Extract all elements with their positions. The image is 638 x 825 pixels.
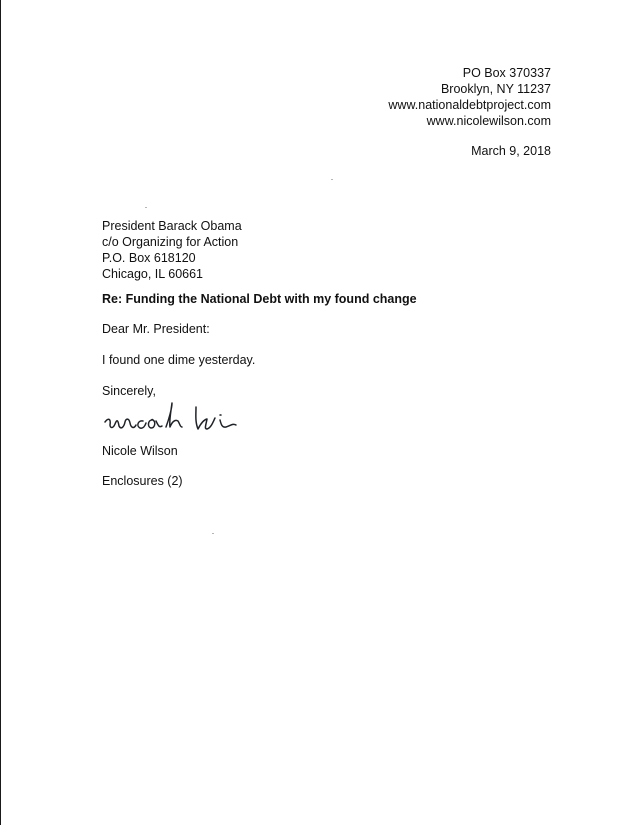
scan-speck xyxy=(331,179,333,180)
recipient-po-box: P.O. Box 618120 xyxy=(102,251,196,265)
sender-website-project: www.nationaldebtproject.com xyxy=(388,98,551,112)
salutation: Dear Mr. President: xyxy=(102,322,210,336)
sender-address-block xyxy=(388,65,551,129)
sender-city-line: Brooklyn, NY 11237 xyxy=(440,82,551,96)
scan-edge-line xyxy=(0,0,1,825)
recipient-care-of: c/o Organizing for Action xyxy=(102,235,239,249)
enclosures-note: Enclosures (2) xyxy=(102,474,183,488)
closing: Sincerely, xyxy=(102,384,156,398)
letter-date: March 9, 2018 xyxy=(471,144,551,158)
recipient-city-line: Chicago, IL 60661 xyxy=(102,267,204,281)
scan-speck xyxy=(145,207,147,208)
handwritten-signature xyxy=(100,398,242,436)
signer-name: Nicole Wilson xyxy=(102,444,178,458)
sender-po-box: PO Box 370337 xyxy=(462,66,551,80)
recipient-name: President Barack Obama xyxy=(102,219,242,233)
scan-speck xyxy=(212,533,214,534)
sender-website-personal: www.nicolewilson.com xyxy=(426,114,551,128)
recipient-address-block xyxy=(102,218,242,282)
letter-body: I found one dime yesterday. xyxy=(102,353,256,367)
subject-line: Re: Funding the National Debt with my found change xyxy=(102,292,417,306)
